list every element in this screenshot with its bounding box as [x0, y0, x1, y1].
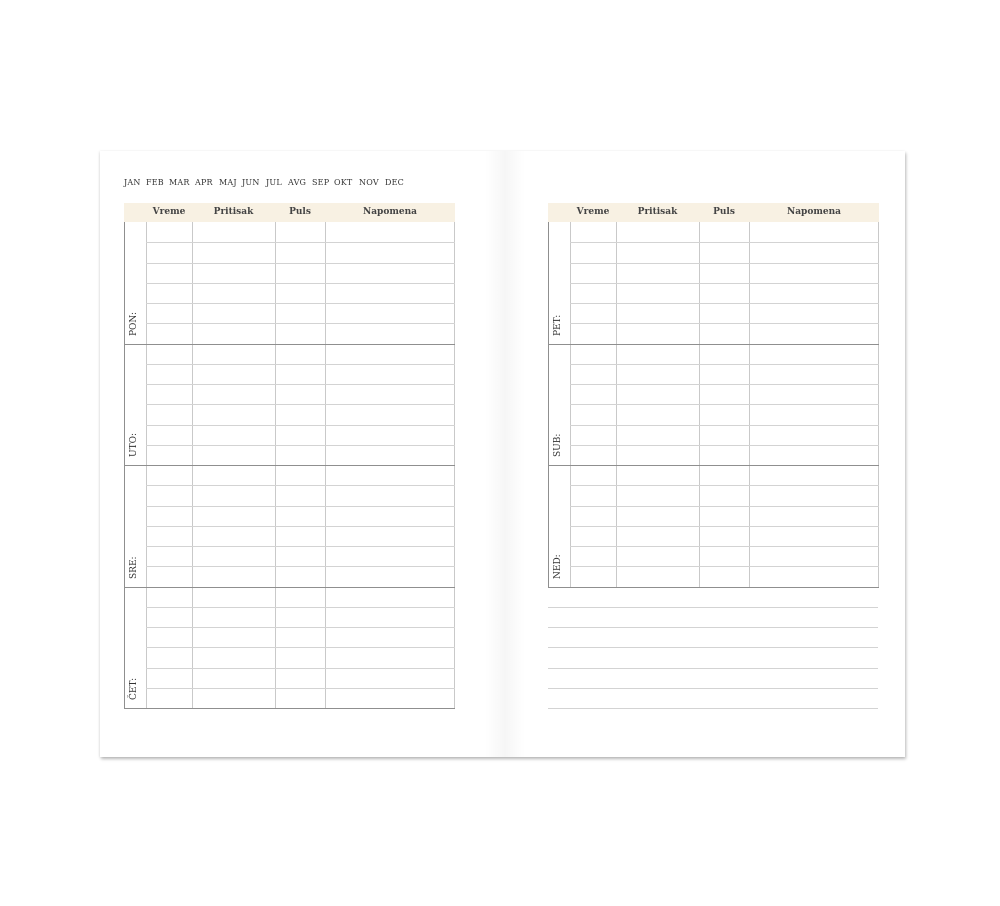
- table-row[interactable]: [570, 425, 879, 426]
- column-header-pritisak: Pritisak: [213, 207, 254, 217]
- note-line[interactable]: [548, 627, 878, 628]
- month-okt[interactable]: OKT: [334, 178, 353, 187]
- day-separator: [124, 708, 455, 709]
- table-row[interactable]: [146, 566, 455, 567]
- day-label: PET:: [553, 314, 563, 336]
- column-header-puls: Puls: [289, 207, 311, 217]
- table-row[interactable]: [570, 506, 879, 507]
- table-row[interactable]: [570, 526, 879, 527]
- table-row[interactable]: [146, 485, 455, 486]
- note-line[interactable]: [548, 647, 878, 648]
- day-label: PON:: [129, 311, 139, 336]
- month-nov[interactable]: NOV: [359, 178, 379, 187]
- table-row[interactable]: [146, 607, 455, 608]
- table-row[interactable]: [146, 506, 455, 507]
- table-left-border: [548, 222, 549, 587]
- month-apr[interactable]: APR: [195, 178, 213, 187]
- table-row[interactable]: [146, 546, 455, 547]
- table-row[interactable]: [146, 242, 455, 243]
- table-row[interactable]: [570, 546, 879, 547]
- column-header-puls: Puls: [713, 207, 735, 217]
- column-header-napomena: Napomena: [363, 207, 417, 217]
- left-page-log: [124, 203, 455, 709]
- month-sep[interactable]: SEP: [312, 178, 330, 187]
- table-row[interactable]: [570, 404, 879, 405]
- table-row[interactable]: [146, 425, 455, 426]
- table-row[interactable]: [146, 364, 455, 365]
- table-row[interactable]: [146, 627, 455, 628]
- note-line[interactable]: [548, 607, 878, 608]
- table-row[interactable]: [570, 283, 879, 284]
- month-maj[interactable]: MAJ: [219, 178, 237, 187]
- column-header-vreme: Vreme: [576, 207, 610, 217]
- table-row[interactable]: [146, 323, 455, 324]
- day-label: NED:: [553, 553, 563, 579]
- day-separator: [548, 587, 879, 588]
- table-row[interactable]: [570, 485, 879, 486]
- table-row[interactable]: [146, 404, 455, 405]
- column-header-napomena: Napomena: [787, 207, 841, 217]
- table-row[interactable]: [570, 263, 879, 264]
- table-row[interactable]: [570, 242, 879, 243]
- day-label: SUB:: [553, 433, 563, 457]
- month-jan[interactable]: JAN: [124, 178, 141, 187]
- note-line[interactable]: [548, 668, 878, 669]
- day-label: SRE:: [129, 555, 139, 579]
- month-avg[interactable]: AVG: [288, 178, 307, 187]
- month-jun[interactable]: JUN: [242, 178, 260, 187]
- table-row[interactable]: [570, 303, 879, 304]
- column-header-pritisak: Pritisak: [637, 207, 678, 217]
- table-row[interactable]: [570, 323, 879, 324]
- table-row[interactable]: [570, 364, 879, 365]
- column-header-vreme: Vreme: [152, 207, 186, 217]
- note-line[interactable]: [548, 688, 878, 689]
- page-gutter: [485, 151, 525, 757]
- table-row[interactable]: [570, 566, 879, 567]
- table-row[interactable]: [146, 384, 455, 385]
- day-separator: [548, 465, 879, 466]
- right-page-log: [548, 203, 879, 588]
- table-row[interactable]: [146, 283, 455, 284]
- month-feb[interactable]: FEB: [146, 178, 164, 187]
- table-row[interactable]: [146, 445, 455, 446]
- table-row[interactable]: [570, 445, 879, 446]
- table-row[interactable]: [146, 647, 455, 648]
- month-jul[interactable]: JUL: [266, 178, 282, 187]
- day-separator: [124, 587, 455, 588]
- table-row[interactable]: [146, 303, 455, 304]
- month-mar[interactable]: MAR: [169, 178, 190, 187]
- day-separator: [124, 465, 455, 466]
- table-row[interactable]: [146, 263, 455, 264]
- table-row[interactable]: [146, 526, 455, 527]
- day-label: ČET:: [129, 677, 139, 700]
- day-separator: [124, 344, 455, 345]
- month-dec[interactable]: DEC: [385, 178, 404, 187]
- day-label: UTO:: [129, 433, 139, 457]
- table-row[interactable]: [570, 384, 879, 385]
- day-separator: [548, 344, 879, 345]
- table-row[interactable]: [146, 688, 455, 689]
- table-row[interactable]: [146, 668, 455, 669]
- note-line[interactable]: [548, 708, 878, 709]
